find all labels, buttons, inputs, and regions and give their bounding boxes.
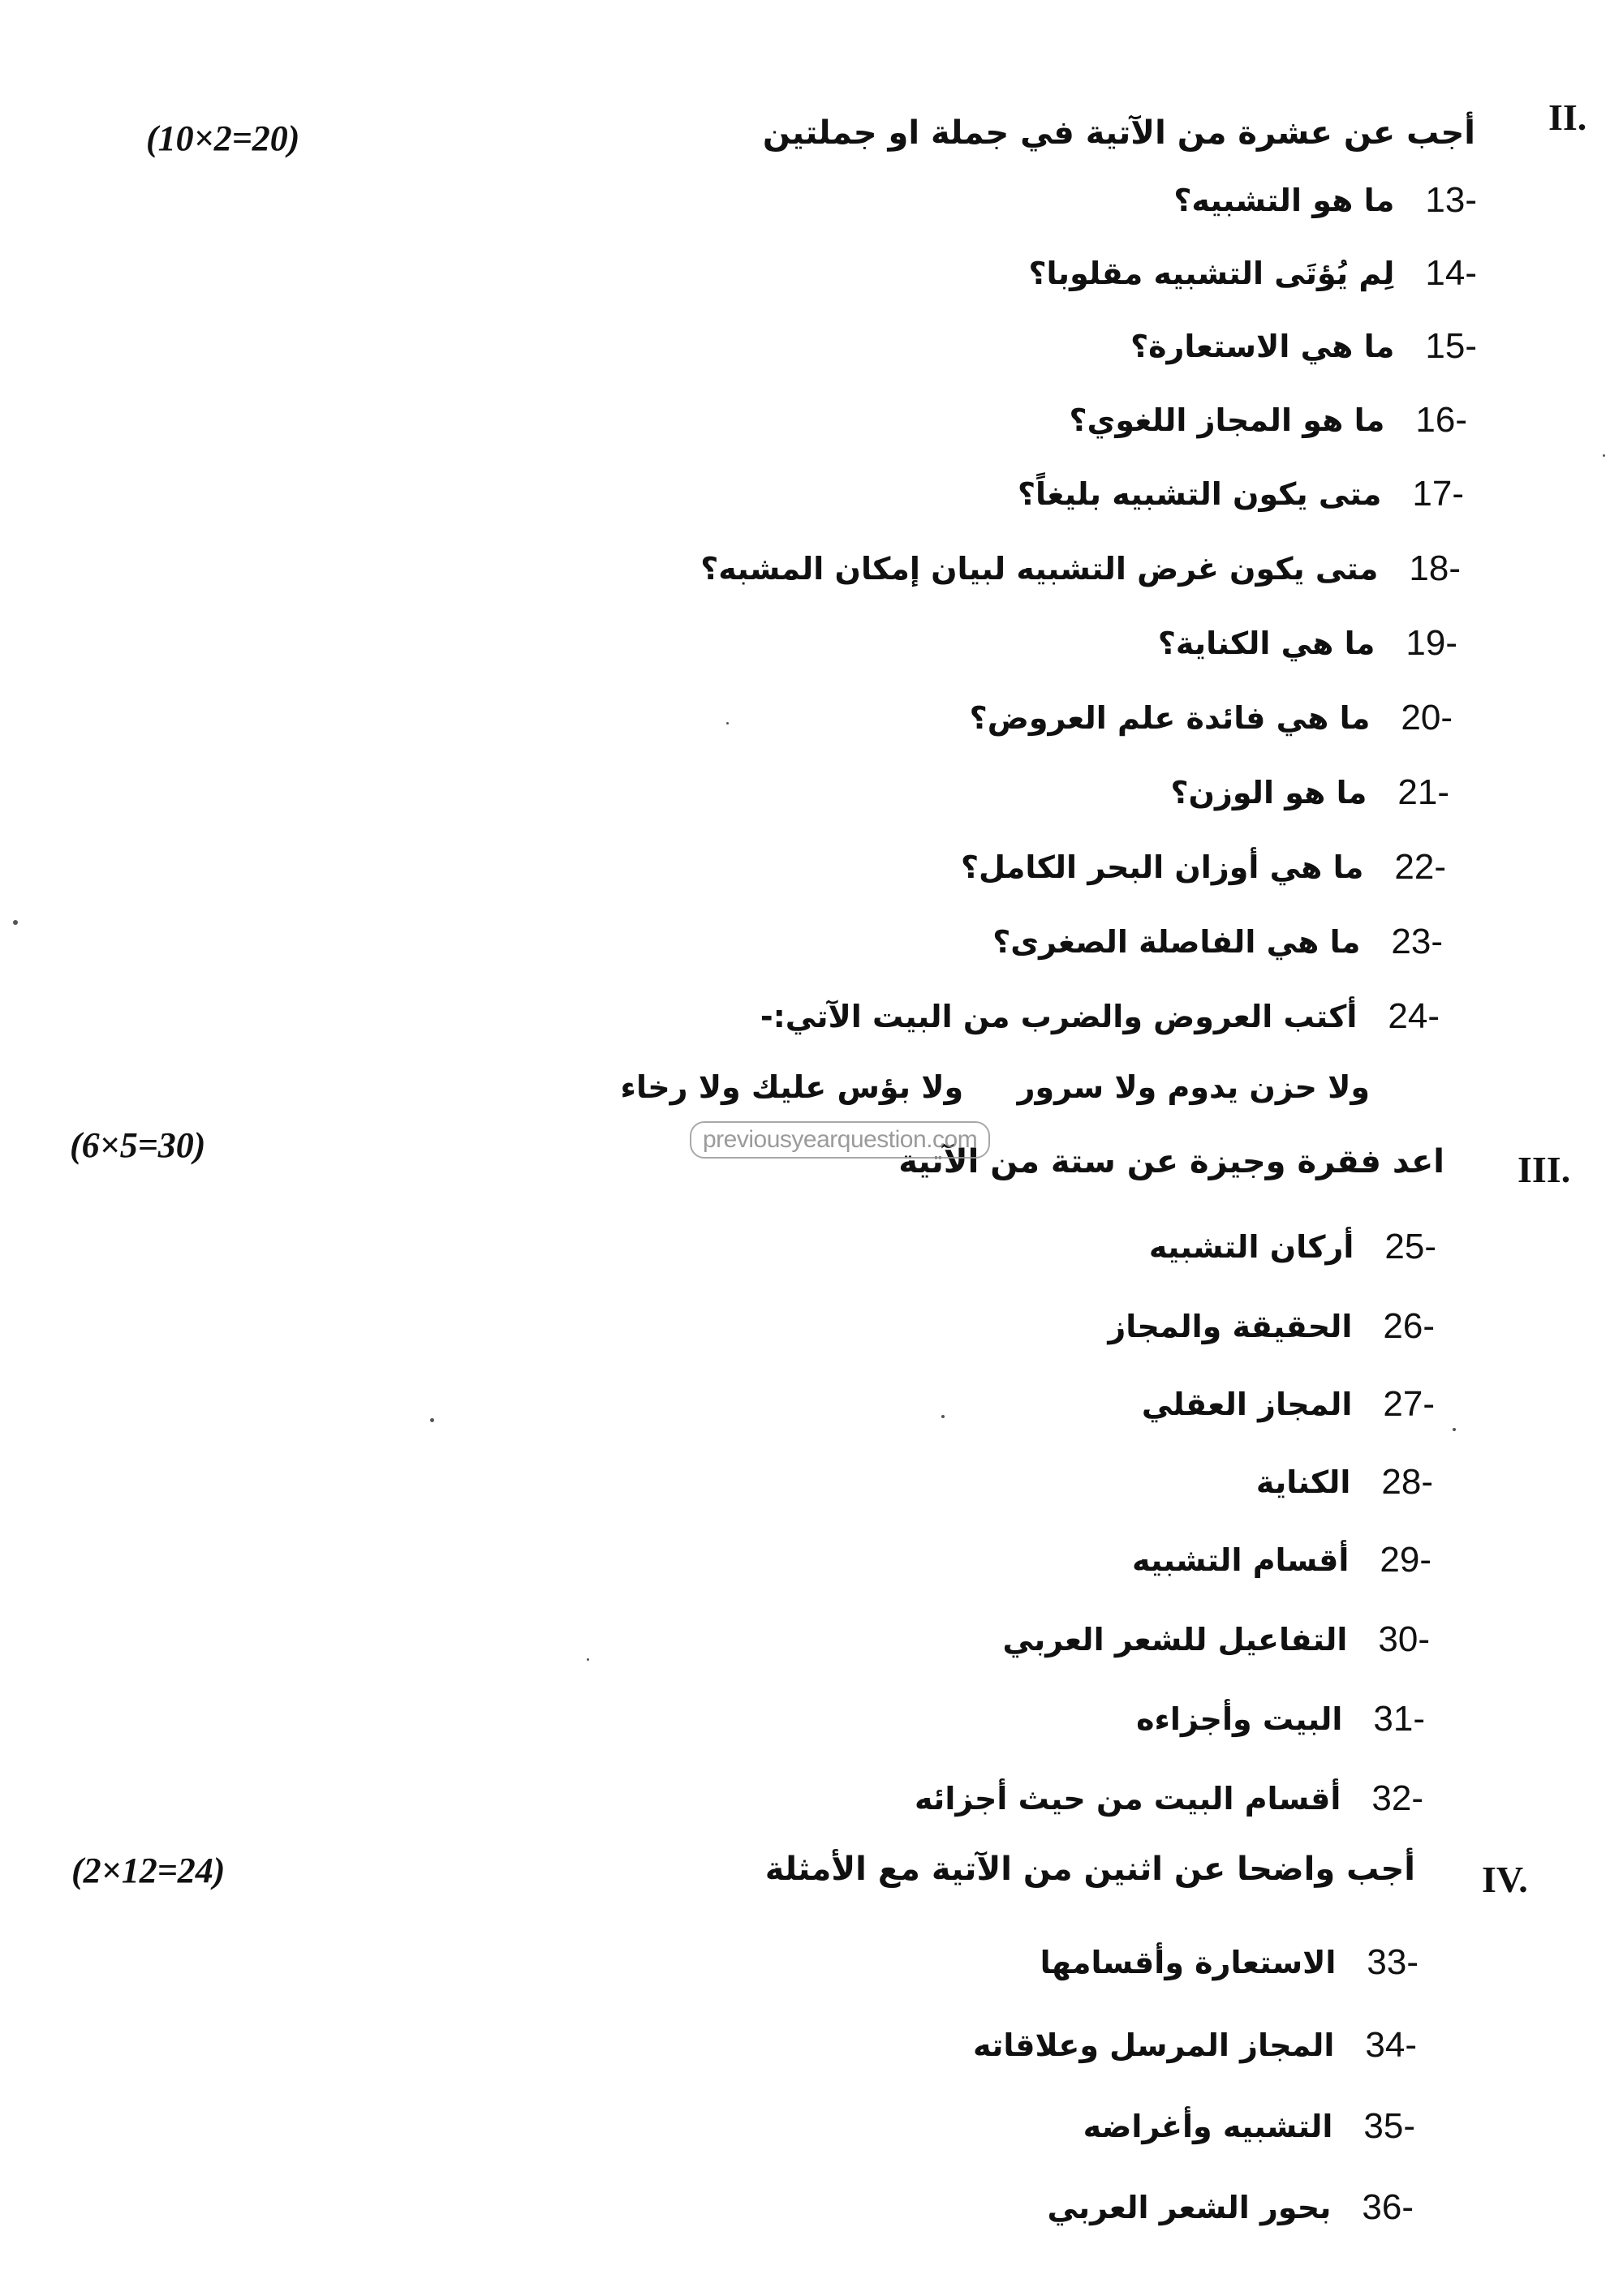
question-number: 19- — [1406, 623, 1457, 663]
question-text: أقسام التشبيه — [1131, 1542, 1350, 1578]
question-number: 34- — [1365, 2025, 1417, 2065]
question-number: 22- — [1394, 847, 1446, 887]
question-20 — [970, 698, 1453, 738]
scan-speck — [430, 1418, 434, 1422]
question-23 — [992, 922, 1443, 962]
section-3-instruction-text: اعد فقرة وجيزة عن ستة من الآتية — [898, 1143, 1444, 1180]
question-text: ما هو الوزن؟ — [1170, 775, 1367, 810]
question-text: أكتب العروض والضرب من البيت الآتي:- — [760, 999, 1358, 1034]
question-text: ما هي الاستعارة؟ — [1130, 329, 1395, 364]
poetry-verse — [621, 1069, 1370, 1105]
question-25 — [1149, 1227, 1436, 1267]
question-number: 28- — [1381, 1462, 1433, 1502]
section-2-marks: (10×2=20) — [146, 118, 300, 158]
question-32 — [915, 1778, 1423, 1819]
question-number: 13- — [1425, 180, 1477, 220]
section-4-numeral: IV. — [1482, 1859, 1528, 1900]
question-36 — [1047, 2187, 1414, 2228]
question-number: 14- — [1425, 253, 1477, 293]
question-text: التفاعيل للشعر العربي — [1002, 1622, 1348, 1658]
question-15 — [1130, 326, 1477, 367]
question-29 — [1132, 1540, 1431, 1580]
question-text: ما هو التشبيه؟ — [1173, 183, 1395, 218]
question-number: 21- — [1397, 772, 1449, 812]
question-text: أركان التشبيه — [1148, 1229, 1354, 1265]
question-text: الاستعارة وأقسامها — [1040, 1945, 1337, 1980]
section-4-instruction — [765, 1850, 1415, 1889]
question-text: ما هي الكناية؟ — [1157, 626, 1375, 661]
question-number: 29- — [1380, 1540, 1431, 1580]
question-number: 30- — [1378, 1619, 1430, 1659]
question-26 — [1108, 1306, 1435, 1347]
question-13 — [1173, 180, 1477, 221]
question-text: لِم يُؤتَى التشبيه مقلوبا؟ — [1028, 256, 1395, 291]
question-text: البيت وأجزاءه — [1136, 1701, 1343, 1737]
question-text: متى يكون التشبيه بليغاً؟ — [1018, 476, 1382, 512]
question-31 — [1136, 1699, 1425, 1739]
question-18 — [700, 548, 1461, 589]
question-16 — [1070, 400, 1468, 441]
question-number: 27- — [1383, 1384, 1435, 1424]
question-number: 35- — [1363, 2106, 1415, 2146]
question-number: 33- — [1367, 1942, 1419, 1982]
question-21 — [1171, 772, 1450, 813]
question-number: 24- — [1388, 996, 1440, 1036]
scan-speck — [941, 1415, 945, 1418]
scan-speck — [726, 722, 729, 724]
question-text: أقسام البيت من حيث أجزائه — [915, 1781, 1341, 1817]
question-17 — [1018, 474, 1464, 514]
question-text: التشبيه وأغراضه — [1083, 2109, 1333, 2144]
scan-speck — [1603, 454, 1605, 457]
question-text: الكناية — [1255, 1464, 1351, 1500]
question-number: 26- — [1383, 1306, 1435, 1346]
section-2-numeral: II. — [1548, 97, 1587, 138]
question-text: ما هي الفاصلة الصغرى؟ — [992, 924, 1361, 960]
question-number: 36- — [1362, 2187, 1414, 2227]
section-4-marks: (2×12=24) — [71, 1851, 226, 1890]
scan-speck — [1453, 1428, 1456, 1431]
question-27 — [1142, 1384, 1435, 1425]
question-number: 25- — [1384, 1227, 1436, 1266]
section-2-instruction — [763, 114, 1475, 153]
question-30 — [1003, 1619, 1431, 1660]
question-number: 31- — [1373, 1699, 1425, 1739]
question-34 — [973, 2025, 1417, 2066]
question-text: متى يكون غرض التشبيه لبيان إمكان المشبه؟ — [700, 551, 1379, 587]
section-3-marks: (6×5=30) — [70, 1125, 206, 1165]
verse-second-hemistich: ولا بؤس عليك ولا رخاء — [620, 1069, 964, 1105]
question-33 — [1040, 1942, 1419, 1983]
question-19 — [1158, 623, 1457, 664]
scan-speck — [13, 920, 18, 925]
question-text: ما هو المجاز اللغوي؟ — [1069, 402, 1385, 438]
question-28 — [1256, 1462, 1433, 1503]
question-text: ما هي فائدة علم العروض؟ — [969, 700, 1371, 736]
question-22 — [961, 847, 1446, 888]
question-24 — [760, 996, 1440, 1037]
question-number: 32- — [1371, 1778, 1423, 1818]
question-number: 23- — [1391, 922, 1443, 961]
question-text: المجاز العقلي — [1141, 1387, 1353, 1422]
question-35 — [1083, 2106, 1415, 2147]
question-text: ما هي أوزان البحر الكامل؟ — [960, 849, 1364, 885]
scan-speck — [587, 1658, 589, 1661]
question-text: الحقيقة والمجاز — [1108, 1309, 1353, 1344]
section-3-numeral: III. — [1518, 1149, 1571, 1190]
question-number: 17- — [1412, 474, 1464, 514]
question-number: 15- — [1425, 326, 1477, 366]
section-4-instruction-text: أجب واضحا عن اثنين من الآتية مع الأمثلة — [764, 1851, 1415, 1888]
question-text: بحور الشعر العربي — [1047, 2190, 1332, 2225]
question-number: 18- — [1409, 548, 1461, 588]
watermark: previousyearquestion.com — [690, 1121, 990, 1159]
verse-first-hemistich: ولا حزن يدوم ولا سرور — [1017, 1069, 1370, 1105]
question-14 — [1029, 253, 1478, 294]
question-text: المجاز المرسل وعلاقاته — [973, 2027, 1335, 2063]
question-number: 20- — [1401, 698, 1453, 737]
question-number: 16- — [1415, 400, 1467, 440]
section-2-instruction-text: أجب عن عشرة من الآتية في جملة او جملتين — [762, 114, 1475, 152]
